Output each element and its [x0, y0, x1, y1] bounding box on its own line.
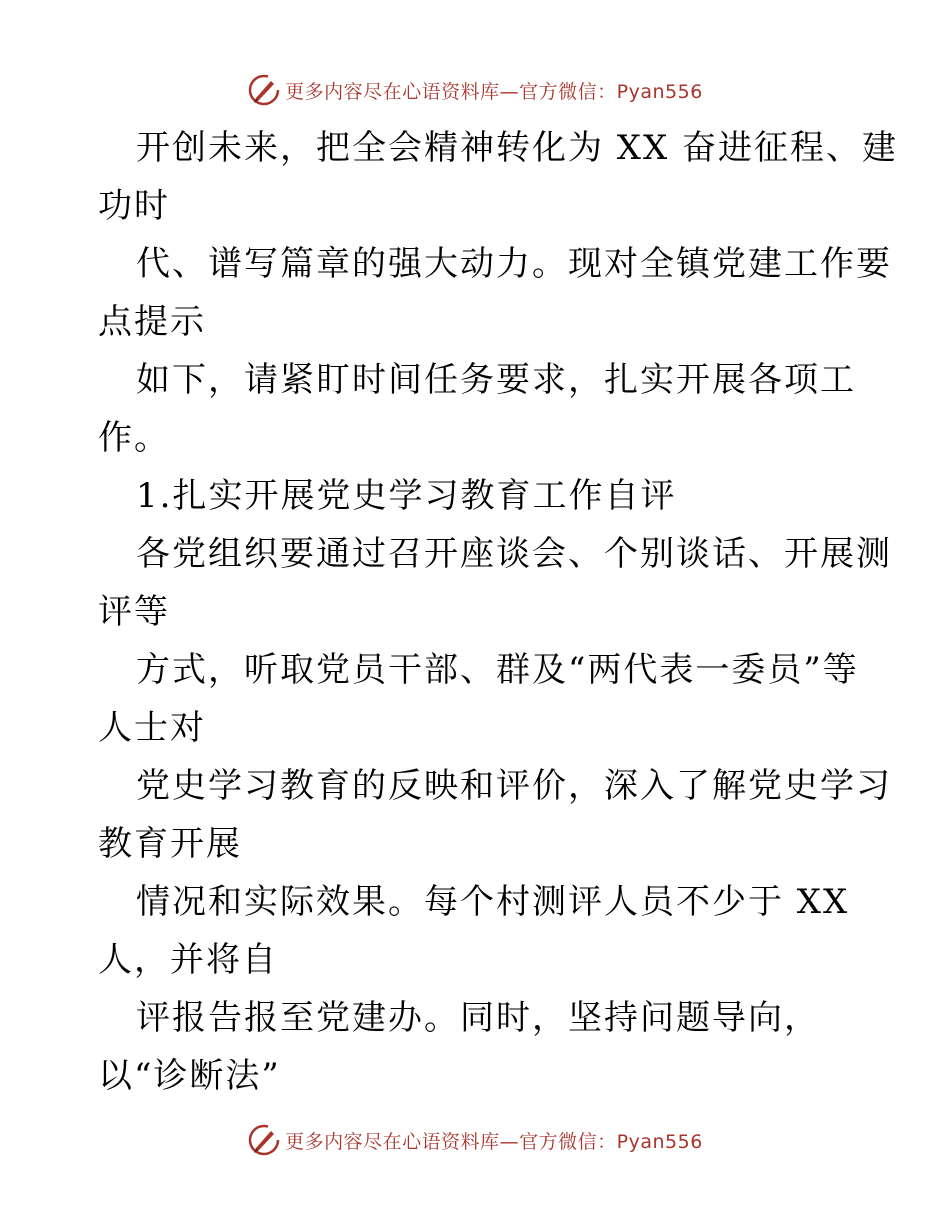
body-line: 党史学习教育的反映和评价，深入了解党史学习	[136, 766, 892, 806]
body-line: 人，并将自	[98, 940, 278, 980]
body-line: 方式，听取党员干部、群及“两代表一委员”等	[136, 650, 859, 690]
body-line: 功时	[98, 186, 170, 226]
body-line: 以“诊断法”	[98, 1056, 281, 1096]
body-line: 情况和实际效果。每个村测评人员不少于 XX	[136, 882, 850, 922]
body-line: 代、谱写篇章的强大动力。现对全镇党建工作要	[136, 244, 892, 284]
header-banner	[0, 70, 950, 110]
header-banner-text: 更多内容尽在心语资料库—官方微信：Pyan556	[285, 80, 703, 103]
footer-banner-text: 更多内容尽在心语资料库—官方微信：Pyan556	[285, 1130, 703, 1153]
body-line: 教育开展	[98, 824, 242, 864]
body-line: 如下，请紧盯时间任务要求，扎实开展各项工	[136, 360, 856, 400]
body-line: 开创未来，把全会精神转化为 XX 奋进征程、建	[136, 128, 899, 168]
footer-banner	[0, 1120, 950, 1160]
body-line: 评报告报至党建办。同时，坚持问题导向，	[136, 998, 820, 1038]
body-line: 人士对	[98, 708, 206, 748]
body-line: 评等	[98, 592, 170, 632]
body-line: 作。	[98, 418, 170, 458]
body-line: 点提示	[98, 302, 206, 342]
body-line: 各党组织要通过召开座谈会、个别谈话、开展测	[136, 534, 892, 574]
section-heading: 1.扎实开展党史学习教育工作自评	[136, 476, 677, 516]
quill-pen-logo-icon	[247, 73, 281, 107]
quill-pen-logo-icon	[247, 1123, 281, 1157]
